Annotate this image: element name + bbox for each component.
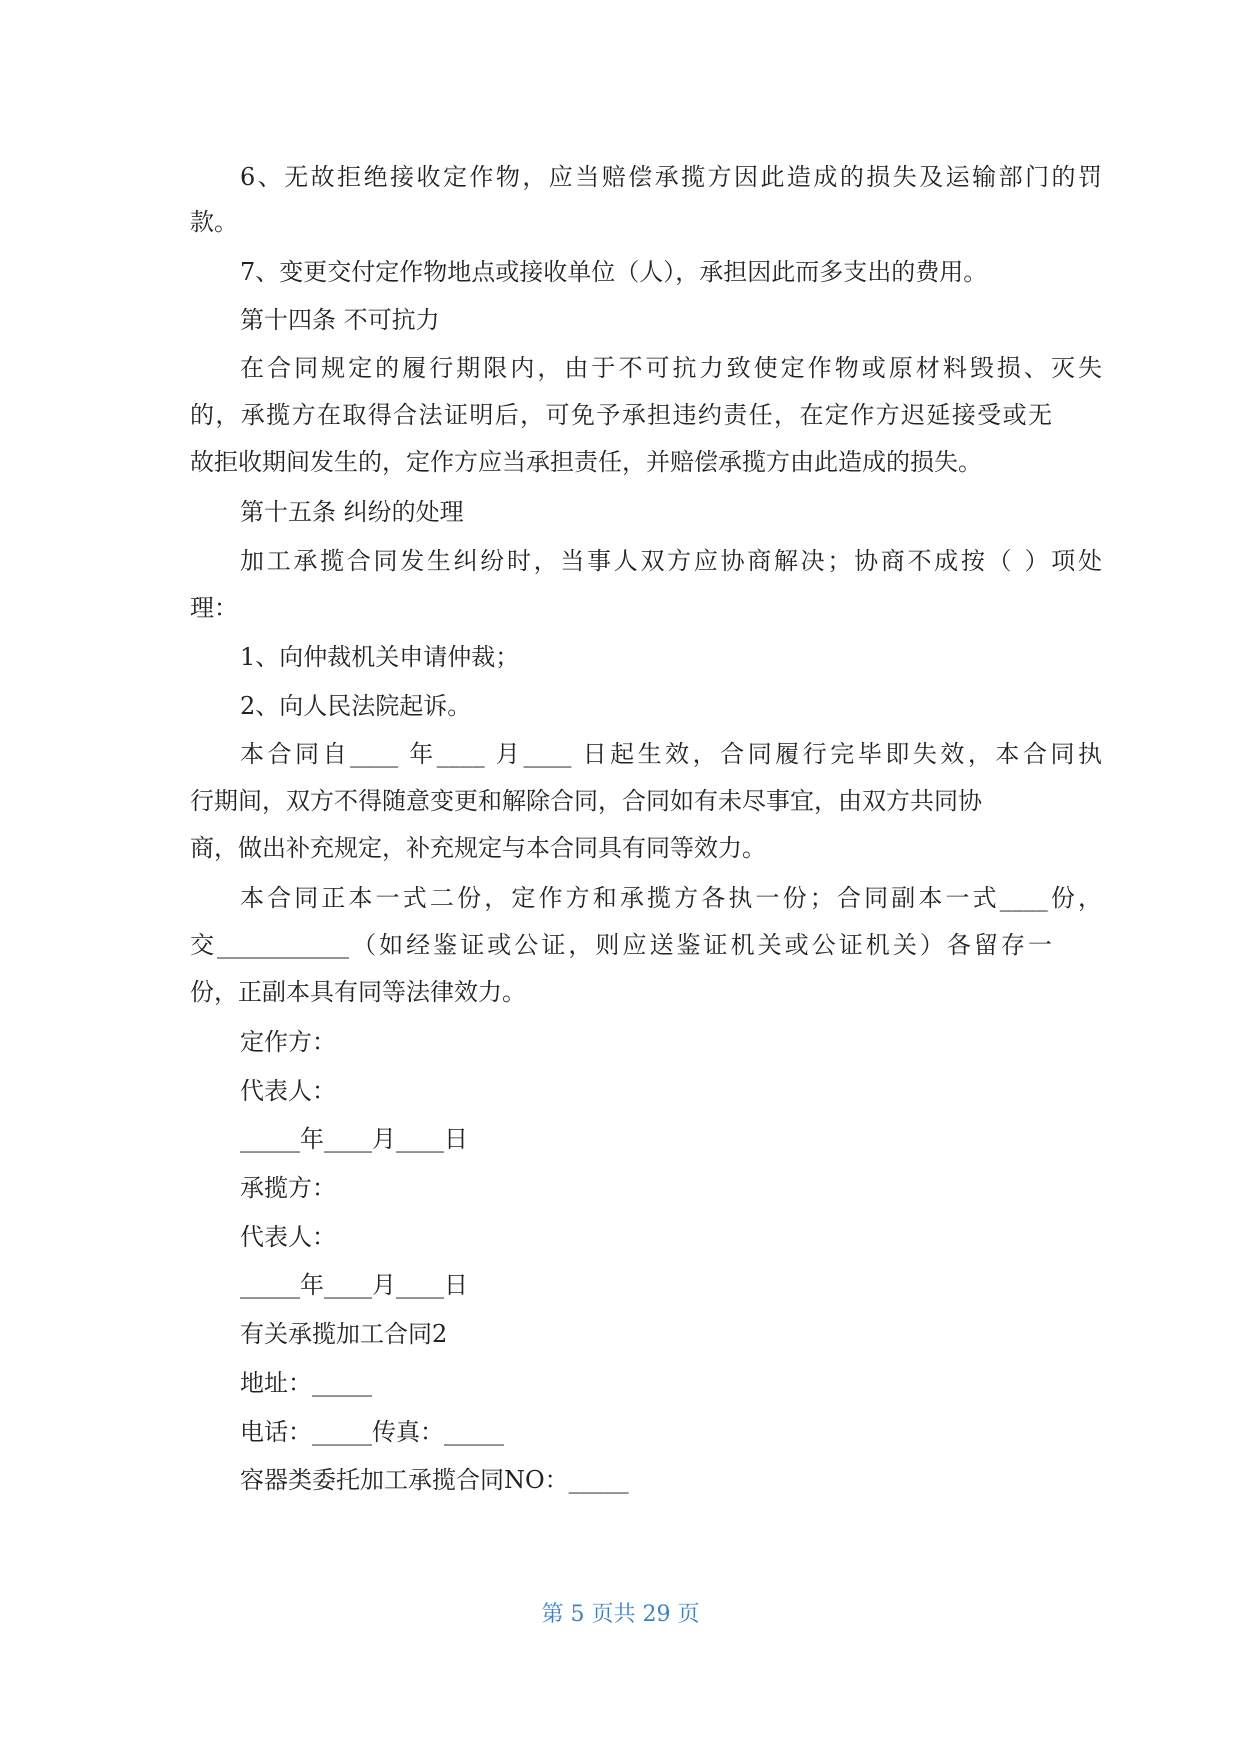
- text-line: 6、无故拒绝接收定作物，应当赔偿承揽方因此造成的损失及运输部门的罚: [240, 163, 1102, 191]
- page-number: 第 5 页共 29 页: [541, 1602, 700, 1627]
- signature-label: 承揽方：: [240, 1174, 336, 1202]
- text-line: 理：: [190, 594, 238, 622]
- list-item: 2、向人民法院起诉。: [240, 692, 472, 720]
- text-line: 7、变更交付定作物地点或接收单位（人），承担因此而多支出的费用。: [240, 258, 988, 286]
- text-line: 的，承揽方在取得合法证明后，可免予承担违约责任，在定作方迟延接受或无: [190, 401, 1052, 429]
- signature-label: 定作方：: [240, 1028, 336, 1056]
- document-title: 有关承揽加工合同2: [240, 1320, 448, 1348]
- list-item: 1、向仲裁机关申请仲裁；: [240, 643, 520, 671]
- text-line: 故拒收期间发生的，定作方应当承担责任，并赔偿承揽方由此造成的损失。: [190, 448, 982, 476]
- section-heading: 第十四条 不可抗力: [240, 306, 440, 334]
- date-line: _____年____月____日: [240, 1271, 468, 1299]
- text-line: 行期间，双方不得随意变更和解除合同，合同如有未尽事宜，由双方共同协: [190, 787, 982, 815]
- signature-label: 代表人：: [240, 1077, 336, 1105]
- text-line: 在合同规定的履行期限内，由于不可抗力致使定作物或原材料毁损、灭失: [240, 354, 1102, 382]
- text-line: 款。: [190, 208, 238, 236]
- date-line: _____年____月____日: [240, 1125, 468, 1153]
- signature-label: 代表人：: [240, 1223, 336, 1251]
- text-line: 本合同自____ 年____ 月____ 日起生效，合同履行完毕即失效，本合同执: [240, 740, 1102, 768]
- phone-fax-line: 电话：_____传真：_____: [240, 1418, 504, 1446]
- text-line: 本合同正本一式二份，定作方和承揽方各执一份；合同副本一式____份，: [240, 884, 1102, 912]
- section-heading: 第十五条 纠纷的处理: [240, 498, 464, 526]
- text-line: 交___________（如经鉴证或公证，则应送鉴证机关或公证机关）各留存一: [190, 931, 1052, 959]
- text-line: 份，正副本具有同等法律效力。: [190, 978, 526, 1006]
- contract-number-line: 容器类委托加工承揽合同NO：_____: [240, 1466, 629, 1494]
- address-line: 地址：_____: [240, 1369, 372, 1397]
- text-line: 加工承揽合同发生纠纷时，当事人双方应协商解决；协商不成按（ ）项处: [240, 547, 1102, 575]
- text-line: 商，做出补充规定，补充规定与本合同具有同等效力。: [190, 834, 766, 862]
